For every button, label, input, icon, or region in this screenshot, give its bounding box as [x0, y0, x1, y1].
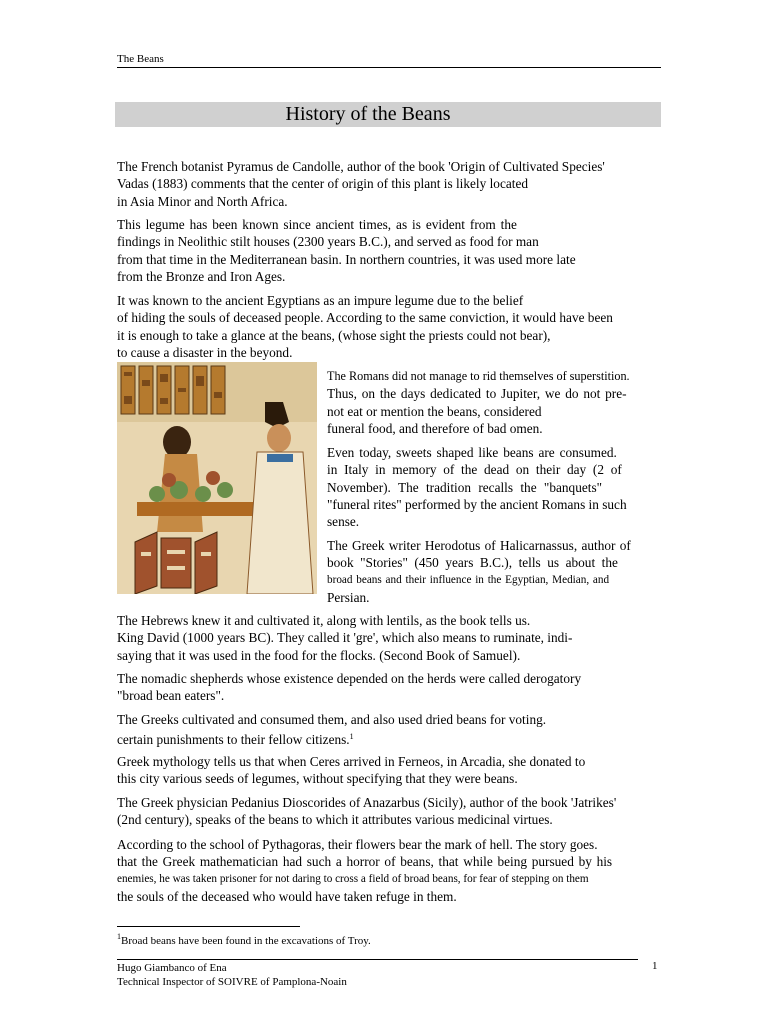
text-line: to cause a disaster in the beyond.: [117, 344, 293, 360]
text-line: in Asia Minor and North Africa.: [117, 193, 288, 209]
footer-author: Hugo Giambanco of Ena: [117, 962, 227, 974]
text-line: "broad bean eaters".: [117, 688, 225, 704]
text-line: Persian.: [327, 589, 370, 605]
paragraph-greeks-voting: [117, 711, 687, 749]
text-line: saying that it was used in the food for the flocks. (Second Book of Samuel).: [117, 647, 521, 663]
footnote-mark: 1: [117, 932, 121, 941]
text-line: November). The tradition recalls the "banquets": [327, 479, 603, 495]
paragraph-mythology: [117, 753, 687, 788]
paragraph-ancient-times: [117, 216, 687, 285]
text-line: broad beans and their influence in the Egyptian, Median, and: [327, 573, 610, 586]
footer-rule: [117, 959, 638, 960]
text-line: findings in Neolithic stilt houses (2300 years B.C.), and served as food for man: [117, 234, 539, 250]
text-line: sense.: [327, 514, 360, 530]
text-line: not eat or mention the beans, considered: [327, 403, 542, 419]
text-line: in Italy in memory of the dead on their day (2 of: [327, 462, 622, 478]
footer-affiliation: Technical Inspector of SOIVRE of Pamplona-Noain: [117, 976, 347, 988]
paragraph-herodotus: [327, 537, 685, 606]
text-line: from the Bronze and Iron Ages.: [117, 268, 286, 284]
text-line: from that time in the Mediterranean basin. In northern countries, it was used more late: [117, 251, 576, 267]
paragraph-egyptians: [117, 292, 687, 361]
running-header: The Beans: [117, 53, 164, 65]
paragraph-origin: [117, 158, 687, 210]
title-bar: [115, 102, 661, 127]
footnote-reference[interactable]: 1: [349, 732, 354, 742]
text-line: The nomadic shepherds whose existence depended on the herds were called derogatory: [117, 671, 582, 686]
text-line: Greek mythology tells us that when Ceres arrived in Ferneos, in Arcadia, she donated to: [117, 754, 586, 769]
text-line: The Greek physician Pedanius Dioscorides of Anazarbus (Sicily), author of the book 'Jatrikes': [117, 795, 617, 810]
paragraph-even-today: [327, 444, 685, 530]
text-line: According to the school of Pythagoras, their flowers bear the mark of hell. The story goes.: [117, 837, 598, 852]
paragraph-romans: [327, 368, 685, 437]
text-line: This legume has been known since ancient times, as is evident from the: [117, 217, 517, 232]
text-line: [117, 728, 687, 748]
text-line: this city various seeds of legumes, without specifying that they were beans.: [117, 771, 518, 787]
text-line: The Greeks cultivated and consumed them, and also used dried beans for voting.: [117, 712, 547, 727]
footer: [117, 961, 347, 989]
text-line: (2nd century), speaks of the beans to which it attributes various medicinal virtues.: [117, 812, 553, 828]
header-rule: [117, 67, 661, 68]
egyptian-painting-image: [117, 362, 317, 594]
paragraph-nomadic: [117, 670, 687, 705]
paragraph-pythagoras: [117, 836, 687, 905]
text-line: it is enough to take a glance at the beans, (whose sight the priests could not bear),: [117, 327, 551, 343]
footnote: [117, 932, 371, 947]
text-line: of hiding the souls of deceased people. According to the same conviction, it would have been: [117, 310, 613, 326]
text-line: Vadas (1883) comments that the center of origin of this plant is likely located: [117, 176, 528, 192]
text-line: the souls of the deceased who would have taken refuge in them.: [117, 888, 457, 904]
footnote-text: Broad beans have been found in the excavations of Troy.: [121, 935, 371, 947]
page-title: History of the Beans: [285, 103, 451, 125]
text-line: King David (1000 years BC). They called it 'gre', which also means to ruminate, indi-: [117, 630, 573, 646]
text-line: book "Stories" (450 years B.C.), tells us about the: [327, 555, 618, 571]
text-line: The Romans did not manage to rid themselves of superstition.: [327, 369, 630, 383]
text-line: funeral food, and therefore of bad omen.: [327, 420, 543, 436]
text-line: Even today, sweets shaped like beans are consumed.: [327, 445, 617, 460]
text-line: "funeral rites" performed by the ancient Romans in such: [327, 496, 627, 512]
text-line: The Hebrews knew it and cultivated it, along with lentils, as the book tells us.: [117, 613, 531, 628]
text-line: that the Greek mathematician had such a horror of beans, that while being pursued by his: [117, 854, 613, 870]
page-number: 1: [652, 960, 658, 972]
text-line: It was known to the ancient Egyptians as an impure legume due to the belief: [117, 293, 524, 308]
text-line: The French botanist Pyramus de Candolle, author of the book 'Origin of Cultivated Species': [117, 159, 605, 174]
text-line: enemies, he was taken prisoner for not daring to cross a field of broad beans, for fear of stepping on them: [117, 872, 589, 885]
text-line-content: certain punishments to their fellow citizens.: [117, 732, 350, 748]
text-line: Thus, on the days dedicated to Jupiter, we do not pre-: [327, 386, 627, 402]
text-line: The Greek writer Herodotus of Halicarnassus, author of: [327, 538, 631, 553]
paragraph-hebrews: [117, 612, 687, 664]
paragraph-dioscorides: [117, 794, 687, 829]
footnote-rule: [117, 926, 300, 927]
